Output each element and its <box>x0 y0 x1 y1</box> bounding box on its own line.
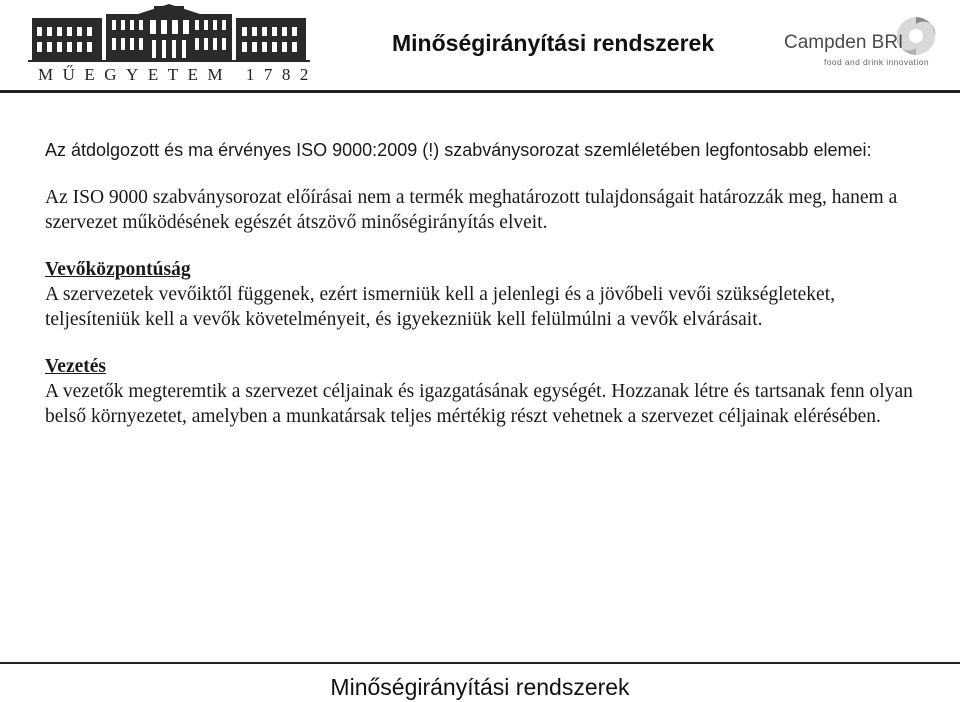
university-logo <box>28 4 318 84</box>
university-building-icon <box>28 4 310 64</box>
partner-logo-name: Campden BRI <box>784 32 904 53</box>
header-divider <box>0 90 960 93</box>
slide-header <box>0 0 960 92</box>
university-logo-text: MŰEGYETEM 1782 <box>38 65 318 84</box>
header-title: Minőségirányítási rendszerek <box>392 30 715 56</box>
section-heading-customer-focus: Vevőközpontúság <box>45 259 191 280</box>
section-text-customer-focus: A szervezetek vevőiktől függenek, ezért ismerniük kell a jelenlegi és a jövőbeli vevői szükségleteket, teljesíteniük kell a vevők követelményeit, és igyekezniük kell felülmúlni a vevők elvárásait. <box>45 284 836 330</box>
partner-logo-tagline: food and drink innovation <box>824 57 929 67</box>
slide-body <box>45 138 925 429</box>
partner-logo <box>782 14 952 70</box>
footer-divider <box>0 662 960 664</box>
section-heading-leadership: Vezetés <box>45 356 106 377</box>
section-text-leadership: A vezetők megteremtik a szervezet céljainak és igazgatásának egységét. Hozzanak létre és tartsanak fenn olyan belső környezetet, amelyben a munkatársak teljes mértékig részt vehetnek a szervezet céljainak elérésében. <box>45 381 913 427</box>
body-paragraph: Az ISO 9000 szabványsorozat előírásai nem a termék meghatározott tulajdonságait határozzák meg, hanem a szervezet működésének egészét átszövő minőségirányítás elveit. <box>45 187 898 233</box>
intro-text: Az átdolgozott és ma érvényes ISO 9000:2009 (!) szabványsorozat szemléletében legfontosabb elemei: <box>45 140 872 160</box>
footer-title: Minőségirányítási rendszerek <box>330 674 630 700</box>
